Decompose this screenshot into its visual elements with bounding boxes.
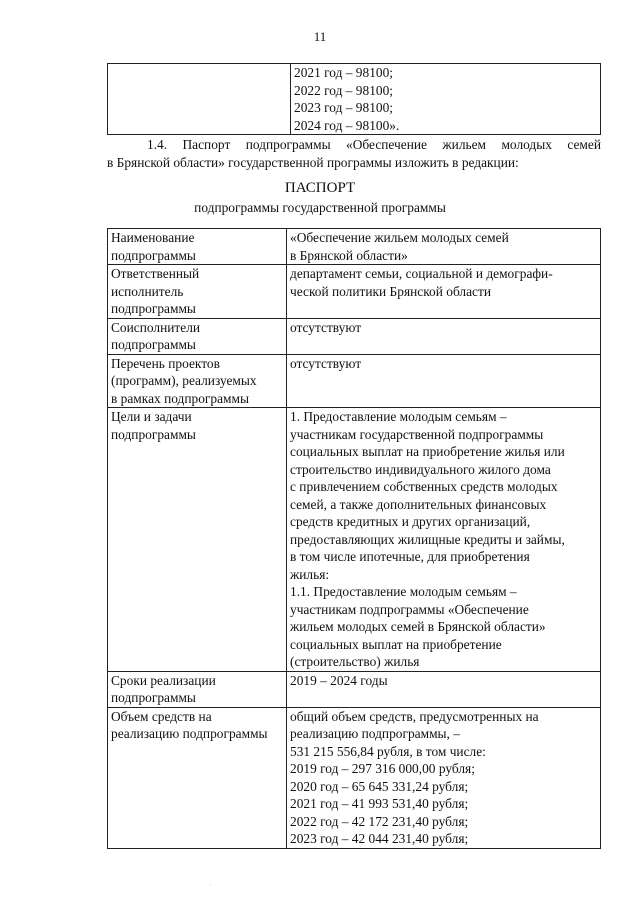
value-line: 531 215 556,84 рубля, в том числе: (290, 743, 486, 759)
value-line: 1. Предоставление молодым семьям – (290, 409, 507, 424)
value-line: социальных выплат на приобретение жилья или (290, 444, 565, 459)
table-row (108, 318, 601, 354)
label-line: реализацию подпрограммы (111, 726, 268, 741)
value-line: департамент семьи, социальной и демографи- (290, 266, 553, 281)
value-line: жилья: (290, 566, 330, 582)
value-line: 2019 – 2024 годы (290, 672, 388, 688)
value-line: предоставляющих жилищные кредиты и займы, (290, 531, 565, 547)
value-line: общий объем средств, предусмотренных на (290, 708, 539, 724)
paragraph-line: 1.4. Паспорт подпрограммы «Обеспечение жильем молодых семей (147, 137, 601, 152)
value-line: 2022 год – 42 172 231,40 рубля; (290, 813, 469, 829)
table-row (108, 408, 601, 672)
label-line: Наименование (111, 230, 195, 245)
row-value (287, 707, 601, 848)
value-line: «Обеспечение жильем молодых семей (290, 230, 509, 245)
row-value (287, 408, 601, 672)
row-label (108, 408, 287, 672)
value-line: жильем молодых семей в Брянской области» (290, 619, 546, 634)
amendment-paragraph (107, 136, 601, 172)
value-line: семей, а также дополнительных финансовых (290, 496, 547, 512)
row-value (287, 354, 601, 408)
value-line: 2022 год – 98100; (294, 82, 393, 98)
value-line: ческой политики Брянской области (290, 283, 492, 299)
scan-speck: · (209, 881, 212, 890)
value-line: реализацию подпрограммы, – (290, 726, 460, 741)
label-line: исполнитель (111, 283, 184, 299)
row-label (108, 671, 287, 707)
label-line: Цели и задачи (111, 409, 192, 424)
value-line: участникам государственной подпрограммы (290, 426, 544, 442)
value-line: участникам подпрограммы «Обеспечение (290, 601, 529, 617)
label-line: Сроки реализации (111, 672, 216, 688)
label-line: Ответственный (111, 266, 200, 281)
passport-heading: ПАСПОРТ (284, 180, 356, 196)
value-line: 2020 год – 65 645 331,24 рубля; (290, 778, 469, 794)
row-value (287, 265, 601, 319)
row-value (287, 318, 601, 354)
value-line: 2024 год – 98100». (294, 117, 400, 133)
label-line: Соисполнители (111, 319, 201, 335)
value-line: 1.1. Предоставление молодым семьям – (290, 584, 517, 599)
value-line: в Брянской области» (290, 247, 408, 263)
value-line: (строительство) жилья (290, 654, 420, 669)
row-value (287, 229, 601, 265)
label-line: подпрограммы (111, 337, 196, 352)
table-row (108, 265, 601, 319)
table-row (108, 229, 601, 265)
table-row (108, 671, 601, 707)
value-line: отсутствуют (290, 319, 362, 335)
value-line: с привлечением собственных средств молодых (290, 479, 558, 494)
label-line: подпрограммы (111, 426, 196, 442)
row-label (108, 265, 287, 319)
label-line: Объем средств на (111, 708, 212, 724)
table-row (108, 707, 601, 848)
row-label (108, 229, 287, 265)
passport-subheading: подпрограммы государственной программы (194, 200, 446, 215)
value-line: 2023 год – 98100; (294, 100, 393, 115)
page-number: 11 (313, 29, 327, 44)
row-value (287, 671, 601, 707)
label-line: подпрограммы (111, 690, 196, 705)
value-line: средств кредитных и других организаций, (290, 514, 531, 529)
label-line: подпрограммы (111, 247, 196, 263)
row-label (108, 354, 287, 408)
value-line: 2023 год – 42 044 231,40 рубля; (290, 831, 469, 846)
table-row (108, 64, 601, 135)
value-line: 2021 год – 98100; (294, 65, 393, 80)
value-line: социальных выплат на приобретение (290, 636, 502, 652)
table-cell-values (291, 64, 601, 135)
value-line: отсутствуют (290, 355, 362, 371)
paragraph-line: в Брянской области» государственной программы изложить в редакции: (107, 155, 519, 170)
row-label (108, 318, 287, 354)
label-line: (программ), реализуемых (111, 373, 257, 388)
value-line: в том числе ипотечные, для приобретения (290, 549, 530, 564)
continuation-table (107, 63, 601, 135)
passport-table (107, 228, 601, 849)
label-line: подпрограммы (111, 301, 196, 316)
value-line: 2021 год – 41 993 531,40 рубля; (290, 796, 469, 811)
row-label (108, 707, 287, 848)
label-line: Перечень проектов (111, 355, 220, 371)
value-line: 2019 год – 297 316 000,00 рубля; (290, 761, 475, 776)
label-line: в рамках подпрограммы (111, 390, 249, 406)
table-row (108, 354, 601, 408)
value-line: строительство индивидуального жилого дома (290, 461, 551, 477)
table-cell-empty (108, 64, 291, 135)
